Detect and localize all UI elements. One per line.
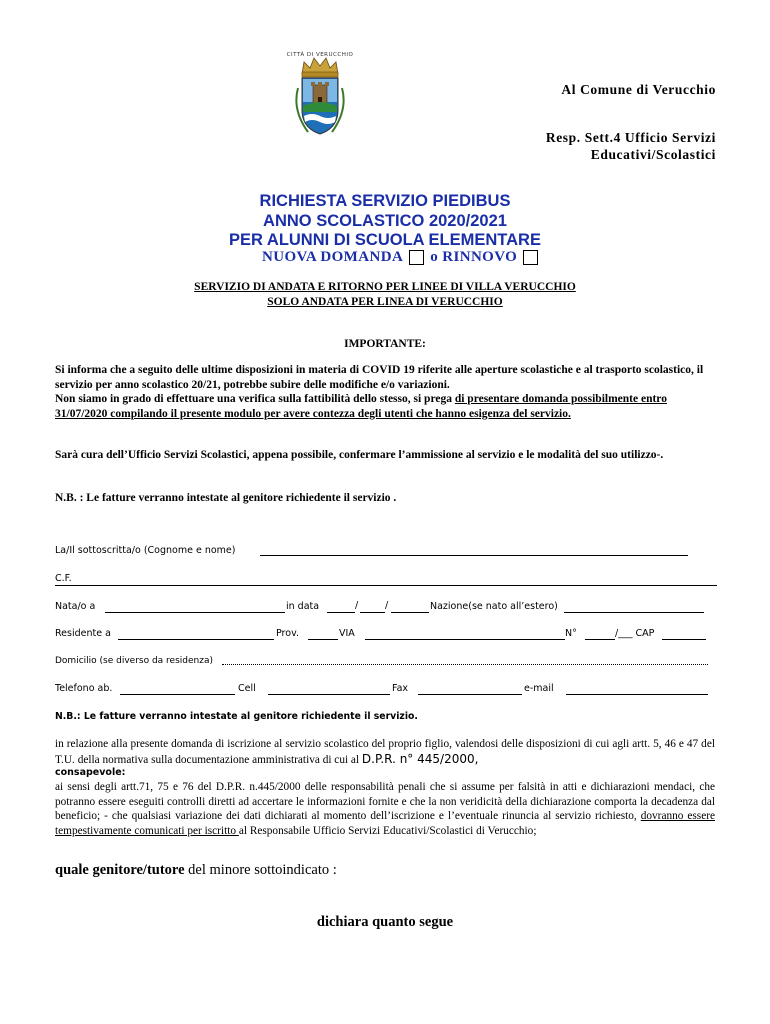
prov-input-line[interactable] xyxy=(308,639,338,640)
date-year-line[interactable] xyxy=(391,612,429,613)
cap-label: /___ CAP xyxy=(615,628,655,639)
nation-label: Nazione(se nato all’estero) xyxy=(430,601,558,612)
declaration-p2-b: al Responsabile Ufficio Servizi Educativi/Scolastici di Verucchio; xyxy=(238,824,537,837)
coat-of-arms-logo xyxy=(290,48,350,140)
notice-p1-c: di presentare domanda possibilmente entro 31/07/2020 compilando il presente modulo per avere contezza degli utenti che hanno esigenza del servizio. xyxy=(55,393,667,420)
cell-label: Cell xyxy=(238,683,256,694)
resident-input-line[interactable] xyxy=(118,639,274,640)
via-input-line[interactable] xyxy=(365,639,565,640)
title-line-1: RICHIESTA SERVIZIO PIEDIBUS xyxy=(259,192,511,210)
email-input-line[interactable] xyxy=(566,694,708,695)
declaration-p1-text: in relazione alla presente domanda di iscrizione al servizio scolastico del proprio figlio, valendosi delle disposizioni di cui agli artt. 5, 46 e 47 del T.U. della normativa sulla documentazione amministrativa di cui al xyxy=(55,738,715,766)
phone-label: Telefono ab. xyxy=(55,683,113,694)
signer-input-line[interactable] xyxy=(260,555,688,556)
important-heading: IMPORTANTE: xyxy=(344,338,426,350)
num-label: N° xyxy=(565,628,577,639)
cf-label: C.F. xyxy=(55,573,72,584)
declaration-paragraph-1 xyxy=(55,737,715,767)
declaration-dpr: D.P.R. n° 445/2000, xyxy=(361,751,479,766)
guardian-statement xyxy=(55,862,337,879)
domicile-label: Domicilio (se diverso da residenza) xyxy=(55,656,213,666)
title-line-3: PER ALUNNI DI SCUOLA ELEMENTARE xyxy=(229,231,541,249)
born-place-input-line[interactable] xyxy=(105,612,285,613)
notice-p1-b: Non siamo in grado di effettuare una verifica sulla fattibilità dello stesso, si prega xyxy=(55,393,455,405)
service-line-1: SERVIZIO DI ANDATA E RITORNO PER LINEE DI VILLA VERUCCHIO xyxy=(194,281,576,293)
email-label: e-mail xyxy=(524,683,554,694)
nation-input-line[interactable] xyxy=(564,612,704,613)
date-day-line[interactable] xyxy=(327,612,355,613)
resident-label: Residente a xyxy=(55,628,111,639)
recipient-line-2: Resp. Sett.4 Ufficio Servizi xyxy=(545,130,716,145)
notice-p1-a: Si informa che a seguito delle ultime disposizioni in materia di COVID 19 riferite alle aperture scolastiche e al trasporto scolastico, il servizio per anno scolastico 20/21, potrebbe subire delle modifiche e/o variazioni. xyxy=(55,364,704,391)
invoice-note: N.B.: Le fatture verranno intestate al genitore richiedente il servizio. xyxy=(55,711,418,722)
cf-input-line[interactable] xyxy=(55,585,717,586)
nuova-domanda-checkbox[interactable] xyxy=(409,250,424,265)
recipient-line-3: Educativi/Scolastici xyxy=(590,147,716,162)
consapevole-label: consapevole: xyxy=(55,767,126,778)
notice-paragraph-3: N.B. : Le fatture verranno intestate al genitore richiedente il servizio . xyxy=(55,492,397,504)
born-label: Nata/o a xyxy=(55,601,96,612)
num-input-line[interactable] xyxy=(585,639,615,640)
date-label: in data xyxy=(286,601,320,612)
logo-caption: CITTÀ DI VERUCCHIO xyxy=(286,52,354,58)
cap-input-line[interactable] xyxy=(662,639,706,640)
cell-input-line[interactable] xyxy=(268,694,390,695)
nuova-domanda-label: NUOVA DOMANDA xyxy=(262,249,404,265)
via-label: VIA xyxy=(339,628,355,639)
fax-label: Fax xyxy=(392,683,409,694)
rinnovo-label: o RINNOVO xyxy=(430,249,518,265)
phone-input-line[interactable] xyxy=(120,694,235,695)
title-line-2: ANNO SCOLASTICO 2020/2021 xyxy=(263,212,507,230)
date-month-line[interactable] xyxy=(360,612,385,613)
prov-label: Prov. xyxy=(276,628,299,639)
guardian-rest: del minore sottoindicato : xyxy=(184,862,337,878)
notice-paragraph-2: Sarà cura dell’Ufficio Servizi Scolastici, appena possibile, confermare l’ammissione al servizio e le modalità del suo utilizzo-. xyxy=(55,449,664,461)
notice-paragraph-1 xyxy=(55,363,715,421)
service-line-2: SOLO ANDATA PER LINEA DI VERUCCHIO xyxy=(267,296,503,308)
declaration-paragraph-2 xyxy=(55,780,715,838)
declaration-p2-underlined: dovranno essere tempestivamente comunicati per iscritto xyxy=(55,810,715,837)
application-type-row xyxy=(262,249,544,266)
guardian-role: quale genitore/tutore xyxy=(55,862,185,878)
signer-label: La/Il sottoscritta/o (Cognome e nome) xyxy=(55,545,236,556)
fax-input-line[interactable] xyxy=(418,694,522,695)
rinnovo-checkbox[interactable] xyxy=(523,250,538,265)
domicile-input-line[interactable] xyxy=(222,664,708,665)
declares-heading: dichiara quanto segue xyxy=(316,914,454,930)
recipient-line-1: Al Comune di Verucchio xyxy=(561,82,716,97)
declaration-p2-a: ai sensi degli artt.71, 75 e 76 del D.P.R. n.445/2000 delle responsabilità penali che si assume per falsità in atti e dichiarazioni mendaci, che potranno essere eseguiti controlli diretti ad accertare le informazioni fornite e che la non veridicità della dichiarazione comporta la decadenza dal beneficio; - che qualsiasi variazione dei dati dichiarati al momento dell’iscrizione e l’eventuale rinuncia al servizio richiesto, xyxy=(55,781,715,823)
